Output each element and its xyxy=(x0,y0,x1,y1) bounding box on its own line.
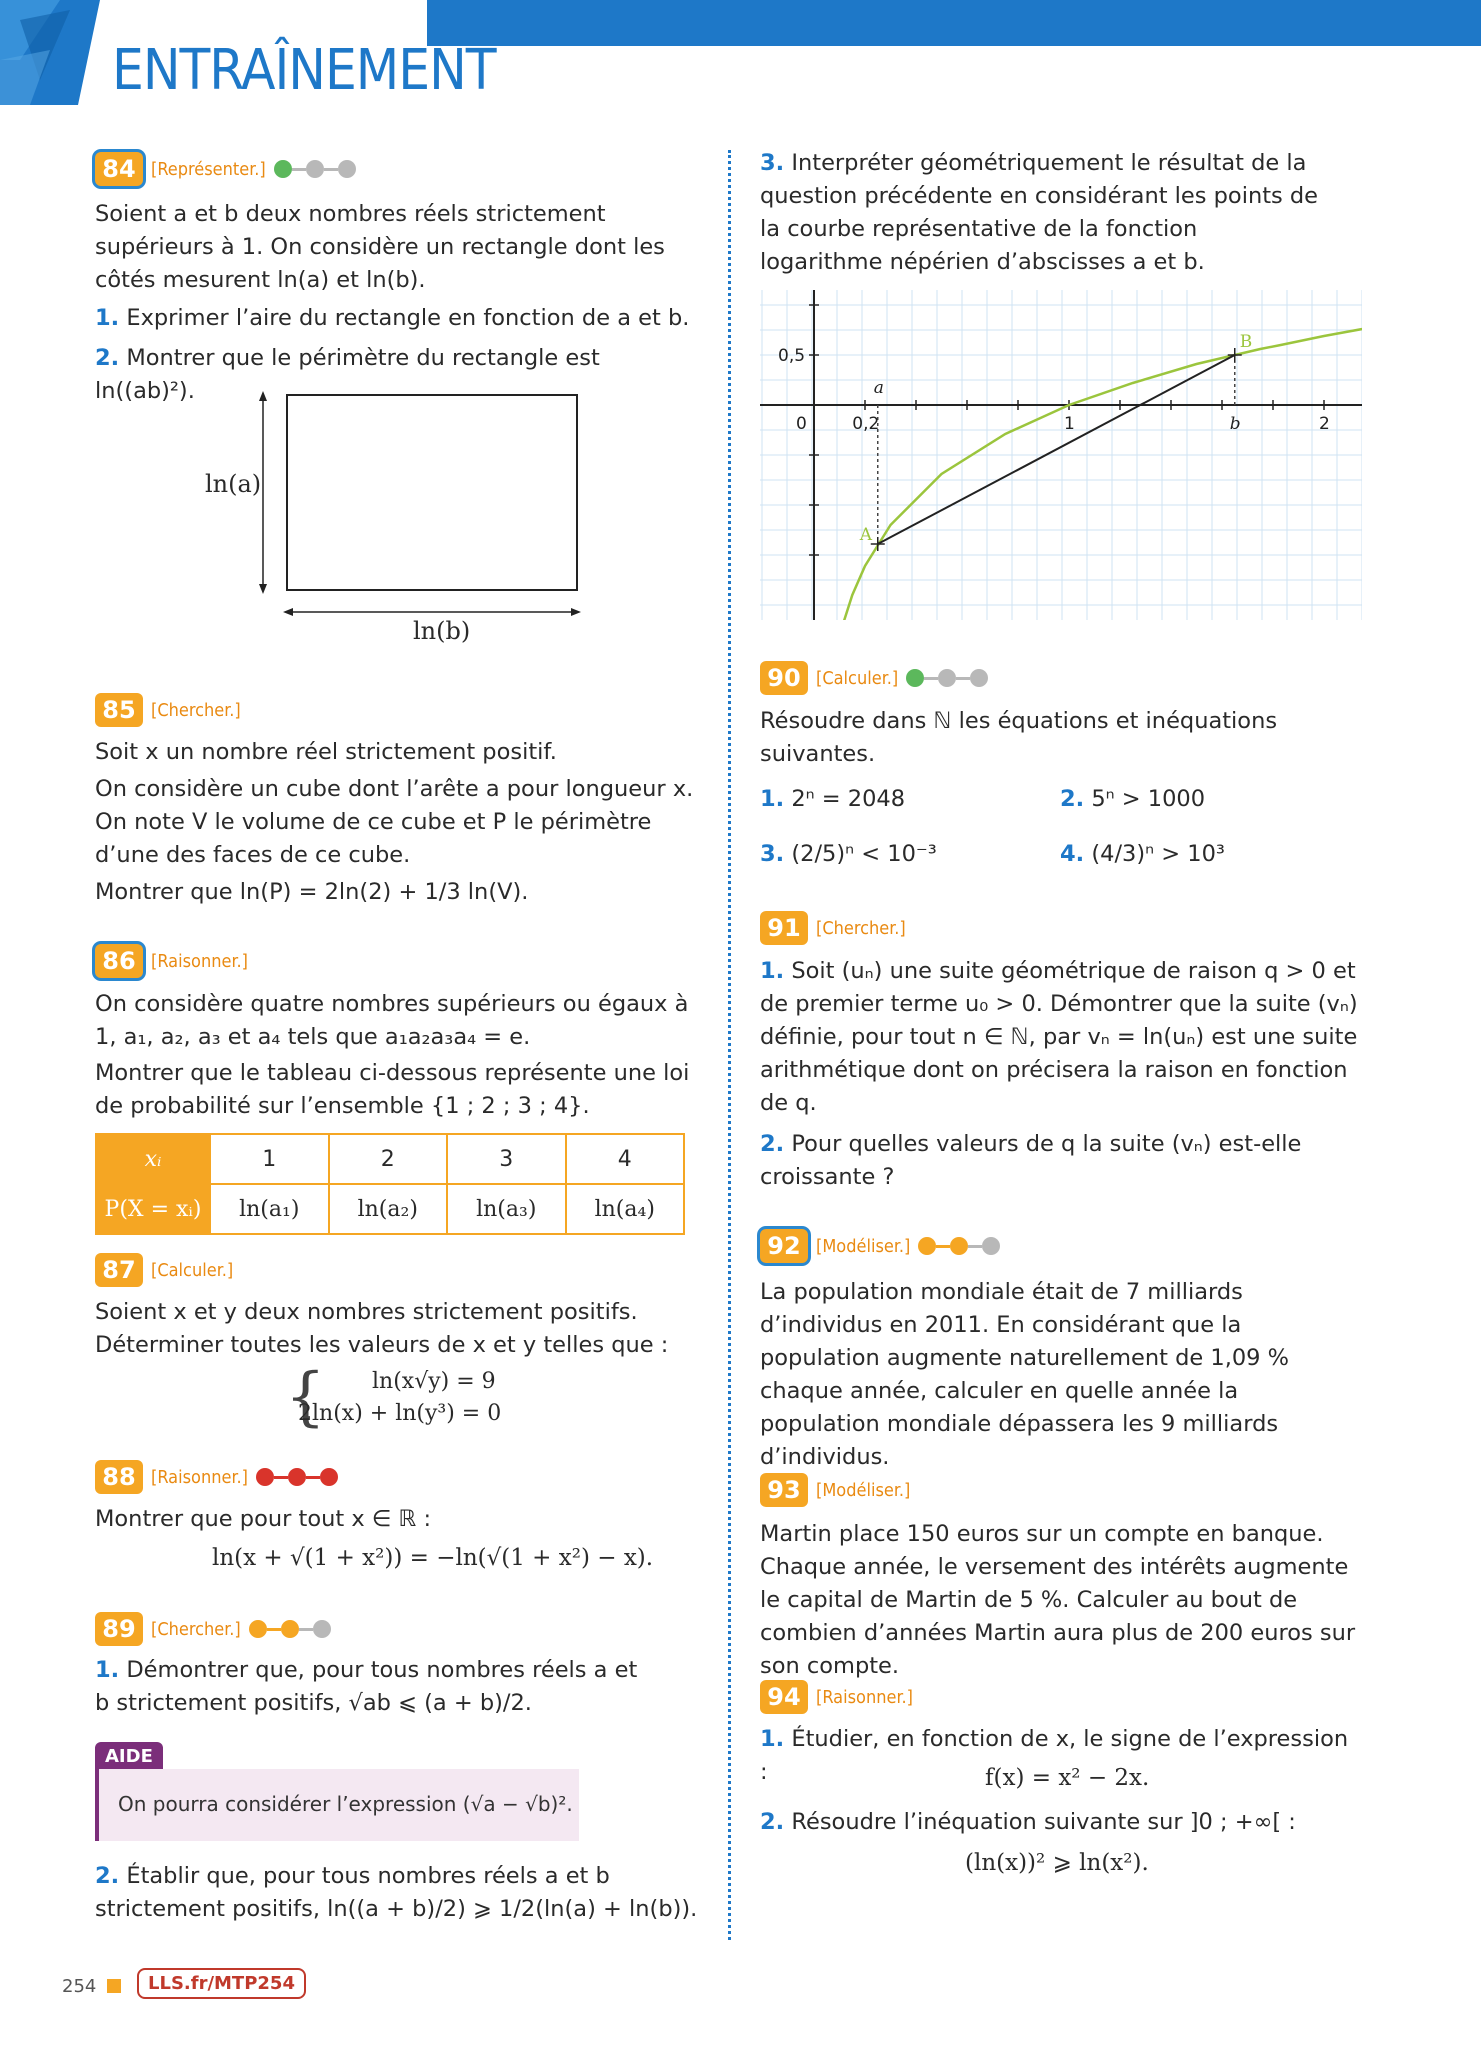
exercise-number-badge: 90 xyxy=(760,661,808,695)
point-label-a: A xyxy=(859,525,873,545)
exercise-number-badge: 93 xyxy=(760,1473,808,1507)
difficulty-indicator xyxy=(249,1620,331,1638)
exercise-88-line1: Montrer que pour tout x ∈ ℝ : xyxy=(95,1506,432,1532)
exercise-tag: [Raisonner.] xyxy=(151,1466,248,1488)
exercise-91-q2: 2. Pour quelles valeurs de q la suite (vₙ) est-elle croissante ? xyxy=(760,1131,1302,1190)
exercise-91-q1: 1. Soit (uₙ) une suite géométrique de raison q > 0 et de premier terme u₀ > 0. Démontrer que la suite (vₙ) définie, pour tout n ∈ ℕ, par vₙ = ln(uₙ) est une suite arithmétique dont on précisera la raison en fonction de q. xyxy=(760,958,1358,1116)
aide-text: On pourra considérer l’expression (√a − √b)². xyxy=(118,1792,573,1816)
exercise-number-badge: 86 xyxy=(95,944,143,978)
exercise-84-header xyxy=(95,152,356,186)
page-title: ENTRAÎNEMENT xyxy=(112,38,496,103)
exercise-94-q1: 1. Étudier, en fonction de x, le signe de l’expression : xyxy=(760,1726,1349,1785)
rectangle-figure xyxy=(195,385,615,655)
table-row xyxy=(96,1134,684,1184)
exercise-90-intro: Résoudre dans ℕ les équations et inéquations suivantes. xyxy=(760,708,1278,767)
exercise-94-eq1: f(x) = x² − 2x. xyxy=(985,1765,1150,1791)
rectangle-side-label-a: ln(a) xyxy=(205,470,262,498)
exercise-87-header xyxy=(95,1253,233,1287)
exercise-90-q2: 2. 5ⁿ > 1000 xyxy=(1060,786,1206,812)
exercise-85-header xyxy=(95,693,241,727)
system-eq1: ln(x√y) = 9 xyxy=(372,1369,496,1394)
exercise-number-badge: 91 xyxy=(760,911,808,945)
x-tick-label: b xyxy=(1229,414,1241,434)
exercise-tag: [Chercher.] xyxy=(151,1618,241,1640)
exercise-90-header xyxy=(760,661,988,695)
exercise-84-q3: 3. Interpréter géométriquement le résultat de la question précédente en considérant les points de la courbe représentative de la fonction logarithme népérien d’abscisses a et b. xyxy=(760,150,1319,275)
system-brace: { xyxy=(285,1360,326,1434)
table-cell: ln(a₄) xyxy=(566,1184,685,1234)
exercise-92-text: La population mondiale était de 7 milliards d’individus en 2011. En considérant que la population augmente naturellement de 1,09 % chaque année, calculer en quelle année la population mondiale dépassera les 9 milliards d’individus. xyxy=(760,1279,1290,1470)
exercise-90-q4: 4. (4/3)ⁿ > 10³ xyxy=(1060,841,1225,867)
x-tick-label: 0,2 xyxy=(852,414,880,434)
ln-curve xyxy=(840,322,1363,620)
y-tick-label: 0,5 xyxy=(778,346,806,366)
table-cell: 4 xyxy=(566,1134,685,1184)
exercise-93-text: Martin place 150 euros sur un compte en banque. Chaque année, le versement des intérêts augmente le capital de Martin de 5 %. Calculer au bout de combien d’années Martin aura plus de 200 euros sur son compte. xyxy=(760,1521,1356,1679)
point-label-b: B xyxy=(1239,332,1253,352)
footer-link[interactable]: LLS.fr/MTP254 xyxy=(137,1968,306,1999)
ln-chart xyxy=(760,290,1362,620)
table-row xyxy=(96,1184,684,1234)
exercise-87-line2: Déterminer toutes les valeurs de x et y telles que : xyxy=(95,1332,669,1358)
aide-label: AIDE xyxy=(95,1742,163,1771)
exercise-84-q2: 2. Montrer que le périmètre du rectangle est ln((ab)²). xyxy=(95,345,600,404)
page-number: 254 xyxy=(62,1976,97,1997)
exercise-89-header xyxy=(95,1612,331,1646)
exercise-number-badge: 94 xyxy=(760,1680,808,1714)
exercise-91-header xyxy=(760,911,906,945)
exercise-88-header xyxy=(95,1460,338,1494)
exercise-tag: [Modéliser.] xyxy=(816,1235,911,1257)
x-tick-label: 2 xyxy=(1319,414,1330,434)
exercise-84-q1: 1. Exprimer l’aire du rectangle en fonction de a et b. xyxy=(95,305,690,331)
exercise-number-badge: 88 xyxy=(95,1460,143,1494)
column-divider xyxy=(728,150,731,1940)
header-band xyxy=(427,0,1481,46)
table-header-cell: P(X = xᵢ) xyxy=(96,1184,210,1234)
table-cell: 3 xyxy=(447,1134,566,1184)
x-tick-label: 0 xyxy=(796,414,807,434)
table-cell: 2 xyxy=(329,1134,448,1184)
rectangle-side-label-b: ln(b) xyxy=(413,617,471,645)
exercise-tag: [Calculer.] xyxy=(816,667,899,689)
table-cell: ln(a₃) xyxy=(447,1184,566,1234)
header-pattern xyxy=(0,0,100,105)
exercise-84-intro: Soient a et b deux nombres réels strictement supérieurs à 1. On considère un rectangle dont les côtés mesurent ln(a) et ln(b). xyxy=(95,201,665,293)
exercise-tag: [Raisonner.] xyxy=(816,1686,913,1708)
table-cell: ln(a₁) xyxy=(210,1184,329,1234)
exercise-number-badge: 92 xyxy=(760,1229,808,1263)
exercise-tag: [Représenter.] xyxy=(151,158,266,180)
header-deco xyxy=(0,0,100,105)
table-header-cell: xᵢ xyxy=(96,1134,210,1184)
chord-ab xyxy=(878,355,1235,544)
exercise-number-badge: 89 xyxy=(95,1612,143,1646)
exercise-89-q2: 2. Établir que, pour tous nombres réels a et b strictement positifs, ln((a + b)/2) ⩾ 1/2(ln(a) + ln(b)). xyxy=(95,1863,698,1922)
exercise-94-eq2: (ln(x))² ⩾ ln(x²). xyxy=(965,1850,1149,1876)
difficulty-indicator xyxy=(274,160,356,178)
exercise-94-q2: 2. Résoudre l’inéquation suivante sur ]0 ; +∞[ : xyxy=(760,1809,1296,1835)
exercise-tag: [Chercher.] xyxy=(151,699,241,721)
table-cell: 1 xyxy=(210,1134,329,1184)
x-label-a: a xyxy=(873,378,884,398)
exercise-number-badge: 85 xyxy=(95,693,143,727)
exercise-89-q1: 1. Démontrer que, pour tous nombres réels a et b strictement positifs, √ab ⩽ (a + b)/2. xyxy=(95,1657,638,1716)
exercise-tag: [Modéliser.] xyxy=(816,1479,911,1501)
exercise-90-q1: 1. 2ⁿ = 2048 xyxy=(760,786,906,812)
exercise-92-header xyxy=(760,1229,1000,1263)
difficulty-indicator xyxy=(256,1468,338,1486)
probability-table xyxy=(95,1133,685,1235)
exercise-85-line1: Soit x un nombre réel strictement positif. xyxy=(95,739,557,765)
exercise-86-line2: Montrer que le tableau ci-dessous représente une loi de probabilité sur l’ensemble {1 ; 2 ; 3 ; 4}. xyxy=(95,1060,690,1119)
exercise-number-badge: 84 xyxy=(95,152,143,186)
footer-square xyxy=(107,1979,121,1993)
exercise-86-line1: On considère quatre nombres supérieurs ou égaux à 1, a₁, a₂, a₃ et a₄ tels que a₁a₂a₃a₄ = e. xyxy=(95,991,689,1050)
exercise-94-header xyxy=(760,1680,913,1714)
difficulty-indicator xyxy=(906,669,988,687)
exercise-87-line1: Soient x et y deux nombres strictement positifs. xyxy=(95,1299,638,1325)
difficulty-indicator xyxy=(918,1237,1000,1255)
exercise-number-badge: 87 xyxy=(95,1253,143,1287)
table-cell: ln(a₂) xyxy=(329,1184,448,1234)
exercise-88-equation: ln(x + √(1 + x²)) = −ln(√(1 + x²) − x). xyxy=(212,1545,654,1571)
exercise-tag: [Calculer.] xyxy=(151,1259,234,1281)
system-eq2: 2ln(x) + ln(y³) = 0 xyxy=(298,1401,502,1426)
x-tick-label: 1 xyxy=(1064,414,1075,434)
exercise-tag: [Raisonner.] xyxy=(151,950,248,972)
exercise-85-line3: Montrer que ln(P) = 2ln(2) + 1/3 ln(V). xyxy=(95,879,529,905)
exercise-85-line2: On considère un cube dont l’arête a pour longueur x. On note V le volume de ce cube et P le périmètre d’une des faces de ce cube. xyxy=(95,776,694,868)
exercise-tag: [Chercher.] xyxy=(816,917,906,939)
exercise-93-header xyxy=(760,1473,910,1507)
exercise-90-q3: 3. (2/5)ⁿ < 10⁻³ xyxy=(760,841,937,867)
exercise-86-header xyxy=(95,944,248,978)
